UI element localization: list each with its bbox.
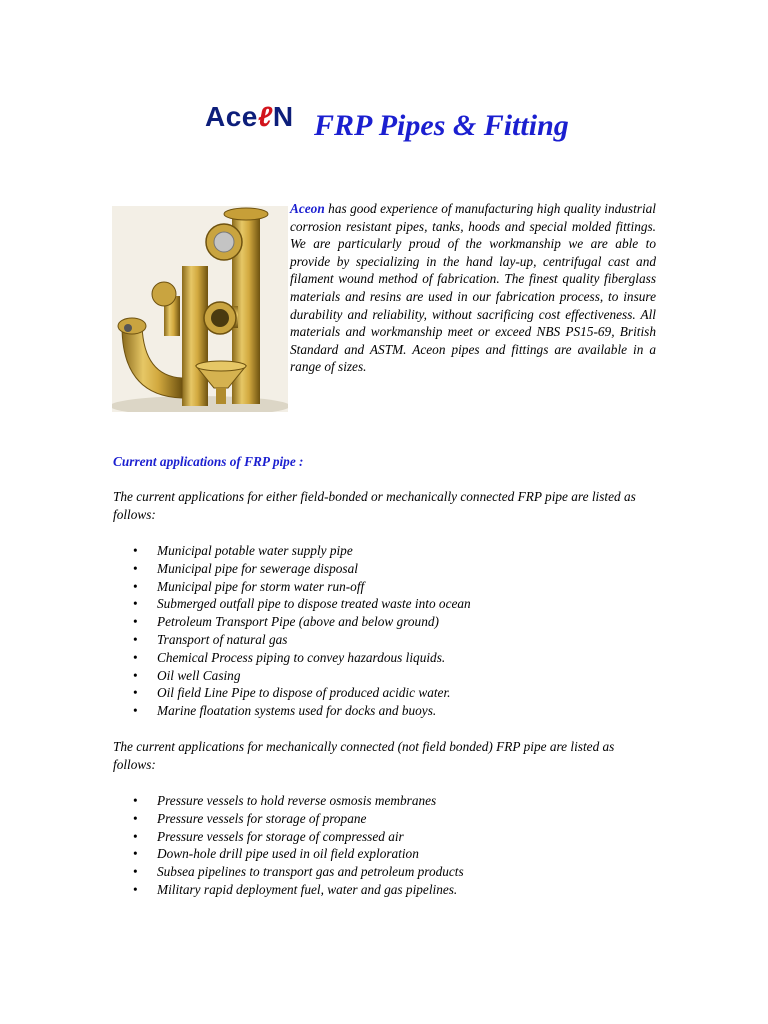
applications-heading: Current applications of FRP pipe : [113, 454, 304, 469]
list-item: • Marine floatation systems used for docks and buoys. [133, 703, 437, 719]
list-item: • Municipal pipe for storm water run-off [133, 578, 365, 594]
list-item: • Oil field Line Pipe to dispose of produced acidic water. [133, 685, 451, 701]
intro-text: has good experience of manufacturing high quality industrial corrosion resistant pipes, tanks, hoods and special molded fittings. We are particularly proud of the workmanship we are able to provide by specializing in the hand lay-up, centrifugal cast and filament wound method of fabrication. The finest quality fiberglass materials and resins are used in our fabrication process, to insure durability and reliability, without sacrificing cost effectiveness. All materials and workmanship meet or exceed NBS PS15-69, British Standard and ASTM. Aceon pipes and fittings are available in a range of sizes. [290, 201, 656, 375]
bullet-icon: • [133, 578, 138, 594]
bullet-icon: • [133, 685, 138, 701]
list-item: • Pressure vessels to hold reverse osmosis membranes [133, 793, 437, 808]
page-title: FRP Pipes & Fitting [314, 109, 569, 142]
list-item: • Chemical Process piping to convey hazardous liquids. [133, 649, 446, 665]
bullet-icon: • [133, 881, 138, 897]
bullet-icon: • [133, 793, 138, 808]
bullet-icon: • [133, 543, 138, 558]
field-bonded-list [113, 542, 673, 720]
bullet-icon: • [133, 649, 138, 665]
list-item: • Submerged outfall pipe to dispose treated waste into ocean [133, 596, 471, 612]
bullet-icon: • [133, 864, 138, 880]
list-item: • Down-hole drill pipe used in oil field exploration [133, 846, 419, 862]
bullet-icon: • [133, 828, 138, 844]
logo-swoosh-icon: ℓ [257, 101, 273, 132]
bullet-icon: • [133, 667, 138, 683]
list-item: • Transport of natural gas [133, 631, 288, 647]
list-item: • Subsea pipelines to transport gas and petroleum products [133, 864, 464, 880]
list-item: • Pressure vessels for storage of compressed air [133, 828, 404, 844]
field-bonded-intro: The current applications for either field-bonded or mechanically connected FRP pipe are listed as follows: [113, 489, 636, 522]
logo-text-ace: Ace [205, 101, 258, 132]
mechanical-intro: The current applications for mechanically connected (not field bonded) FRP pipe are listed as follows: [113, 739, 615, 772]
bullet-icon: • [133, 560, 138, 576]
list-item: • Municipal potable water supply pipe [133, 543, 353, 558]
logo-text-n: N [272, 101, 294, 132]
aceon-logo [205, 97, 297, 137]
list-item: • Oil well Casing [133, 667, 241, 683]
bullet-icon: • [133, 596, 138, 612]
mechanical-list [113, 792, 673, 899]
bullet-icon: • [133, 631, 138, 647]
list-item: • Military rapid deployment fuel, water and gas pipelines. [133, 881, 458, 897]
bullet-icon: • [133, 703, 138, 719]
list-item: • Petroleum Transport Pipe (above and below ground) [133, 614, 439, 630]
bullet-icon: • [133, 614, 138, 630]
bullet-icon: • [133, 810, 138, 826]
frp-pipes-photo [112, 206, 288, 412]
brand-name: Aceon [290, 201, 325, 216]
list-item: • Pressure vessels for storage of propane [133, 810, 367, 826]
list-item: • Municipal pipe for sewerage disposal [133, 560, 358, 576]
intro-paragraph [290, 200, 656, 376]
bullet-icon: • [133, 846, 138, 862]
